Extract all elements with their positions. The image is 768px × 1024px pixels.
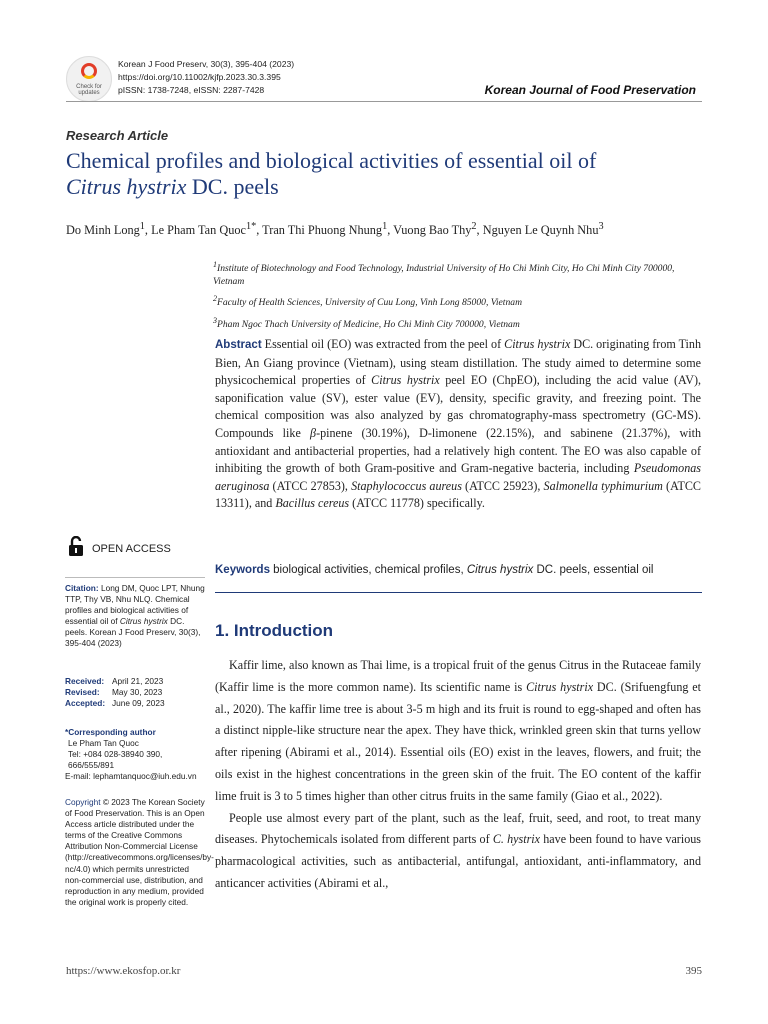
abstract: Abstract Essential oil (EO) was extracted from the peel of Citrus hystrix DC. originating from Tinh Bien, An Giang province (Vietnam), using steam distillation. The study aimed to determine some physicochemical properties of Citrus hystrix peel EO (ChpEO), including the acid value (AV), saponification value (SV), ester value (EV), density, specific gravity, and freezing point. The chemical composition was also analyzed by gas chromatography-mass spectrometry (GC-MS). Compounds like β-pinene (30.19%), D-limonene (22.15%), and sabinene (21.37%), with antioxidant and antibacterial properties, had a relatively high content. The EO was also capable of inhibiting the growth of both Gram-positive and Gram-negative bacteria, including Pseudomonas aeruginosa (ATCC 27853), Staphylococcus aureus (ATCC 25923), Salmonella typhimurium (ATCC 13311), and Bacillus cereus (ATCC 11778) specifically.: [215, 337, 702, 511]
corresponding-author: *Corresponding author Le Pham Tan Quoc Tel: +084 028-38940 390, 666/555/891 E-mail: lephamtanquoc@iuh.edu.vn: [65, 727, 207, 782]
author-list: Do Minh Long$^1$, Le Pham Tan Quoc$^{1*}$, Tran Thi Phuong Nhung$^1$, Vuong Bao Thy$^2$, Nguyen Le Quynh Nhu$^3$: [66, 221, 604, 238]
check-for-updates-logo[interactable]: [66, 56, 112, 102]
issn: pISSN: 1738-7248, eISSN: 2287-7428: [118, 85, 265, 95]
author: Nguyen Le Quynh Nhu: [482, 223, 599, 238]
paragraph: Kaffir lime, also known as Thai lime, is a tropical fruit of the genus Citrus in the Rutaceae family (Kaffir lime is the more common name). Its scientific name is Citrus hystrix DC. (Srifuengfung et al., 2020). The kaffir lime tree is about 3-5 m high and its fruit is round to egg-shaped and often has a distinct nipple-like structure near the apex. They have thick, wrinkled green skin that turns yellow after ripening (Abirami et al., 2014). Essential oils (EO) exist in the leaves, flowers, and fruit; the oils exist in the highest concentrations in the green skin of the fruit. The EO content of the kaffir lime fruit is 3 to 5 times higher than other citrus fruits in the same family (Giao et al., 2022).: [215, 658, 702, 803]
page-number: 395: [685, 965, 702, 977]
header-divider: [66, 101, 702, 102]
logo-text: Check for updates: [76, 84, 102, 96]
doi-link[interactable]: https://doi.org/10.11002/kjfp.2023.30.3.395: [118, 72, 281, 82]
article-type: Research Article: [66, 128, 169, 143]
affiliation: $^1$Institute of Biotechnology and Food Technology, Industrial University of Ho Chi Minh City, Ho Chi Minh City 700000, Vietnam: [213, 260, 675, 287]
journal-name: Korean Journal of Food Preservation: [484, 83, 696, 97]
copyright-block: Copyright © 2023 The Korean Society of Food Preservation. This is an Open Access article distributed under the terms of the Creative Commons Attribution Non-Commercial License (http://creativecommons.org/licenses/by-nc/4.0) which permits unrestricted non-commercial use, distribution, and reproduction in any medium, provided the original work is properly cited.: [65, 797, 214, 907]
author: Le Pham Tan Quoc: [151, 223, 246, 238]
intro-body: [215, 655, 701, 895]
open-lock-icon: [68, 536, 84, 556]
open-access-label: OPEN ACCESS: [92, 543, 171, 555]
header-meta: [118, 58, 294, 97]
author: Do Minh Long: [66, 223, 140, 238]
author: Tran Thi Phuong Nhung: [262, 223, 383, 238]
article-title: Chemical profiles and biological activities of essential oil of Citrus hystrix DC. peels: [66, 148, 597, 199]
footer-url[interactable]: https://www.ekosfop.or.kr: [66, 965, 181, 977]
section-heading: 1. Introduction: [215, 621, 334, 640]
sidebar-divider: [65, 577, 205, 578]
dates-block: Received: April 21, 2023 Revised: May 30, 2023 Accepted: June 09, 2023: [65, 676, 165, 709]
affiliation: $^3$Pham Ngoc Thach University of Medicine, Ho Chi Minh City 700000, Vietnam: [213, 315, 520, 331]
keywords-label: Keywords: [215, 564, 270, 576]
citation-line: Korean J Food Preserv, 30(3), 395-404 (2023): [118, 59, 295, 69]
paragraph: People use almost every part of the plant, such as the leaf, fruit, seed, and root, to treat many diseases. Phytochemicals isolated from different parts of C. hystrix have been found to have various pharmacological activities, such as antibacterial, antifungal, antioxidant, anti-inflammatory, and anticancer activities (Abirami et al.,: [215, 810, 701, 890]
citation-block: Citation: Long DM, Quoc LPT, Nhung TTP, Thy VB, Nhu NLQ. Chemical profiles and biological activities of essential oil of Citrus hystrix DC. peels. Korean J Food Preserv, 30(3), 395-404 (2023): [65, 583, 205, 649]
corr-email[interactable]: E-mail: lephamtanquoc@iuh.edu.vn: [65, 771, 197, 782]
keywords-divider: [215, 592, 702, 593]
affiliations: [213, 259, 703, 337]
abstract-label: Abstract: [215, 339, 262, 351]
bookmark-icon: [81, 63, 97, 79]
author: Vuong Bao Thy: [393, 223, 472, 238]
keywords: Keywords biological activities, chemical profiles, Citrus hystrix DC. peels, essential oil: [215, 564, 654, 576]
affiliation: $^2$Faculty of Health Sciences, University of Cuu Long, Vinh Long 85000, Vietnam: [213, 294, 522, 309]
